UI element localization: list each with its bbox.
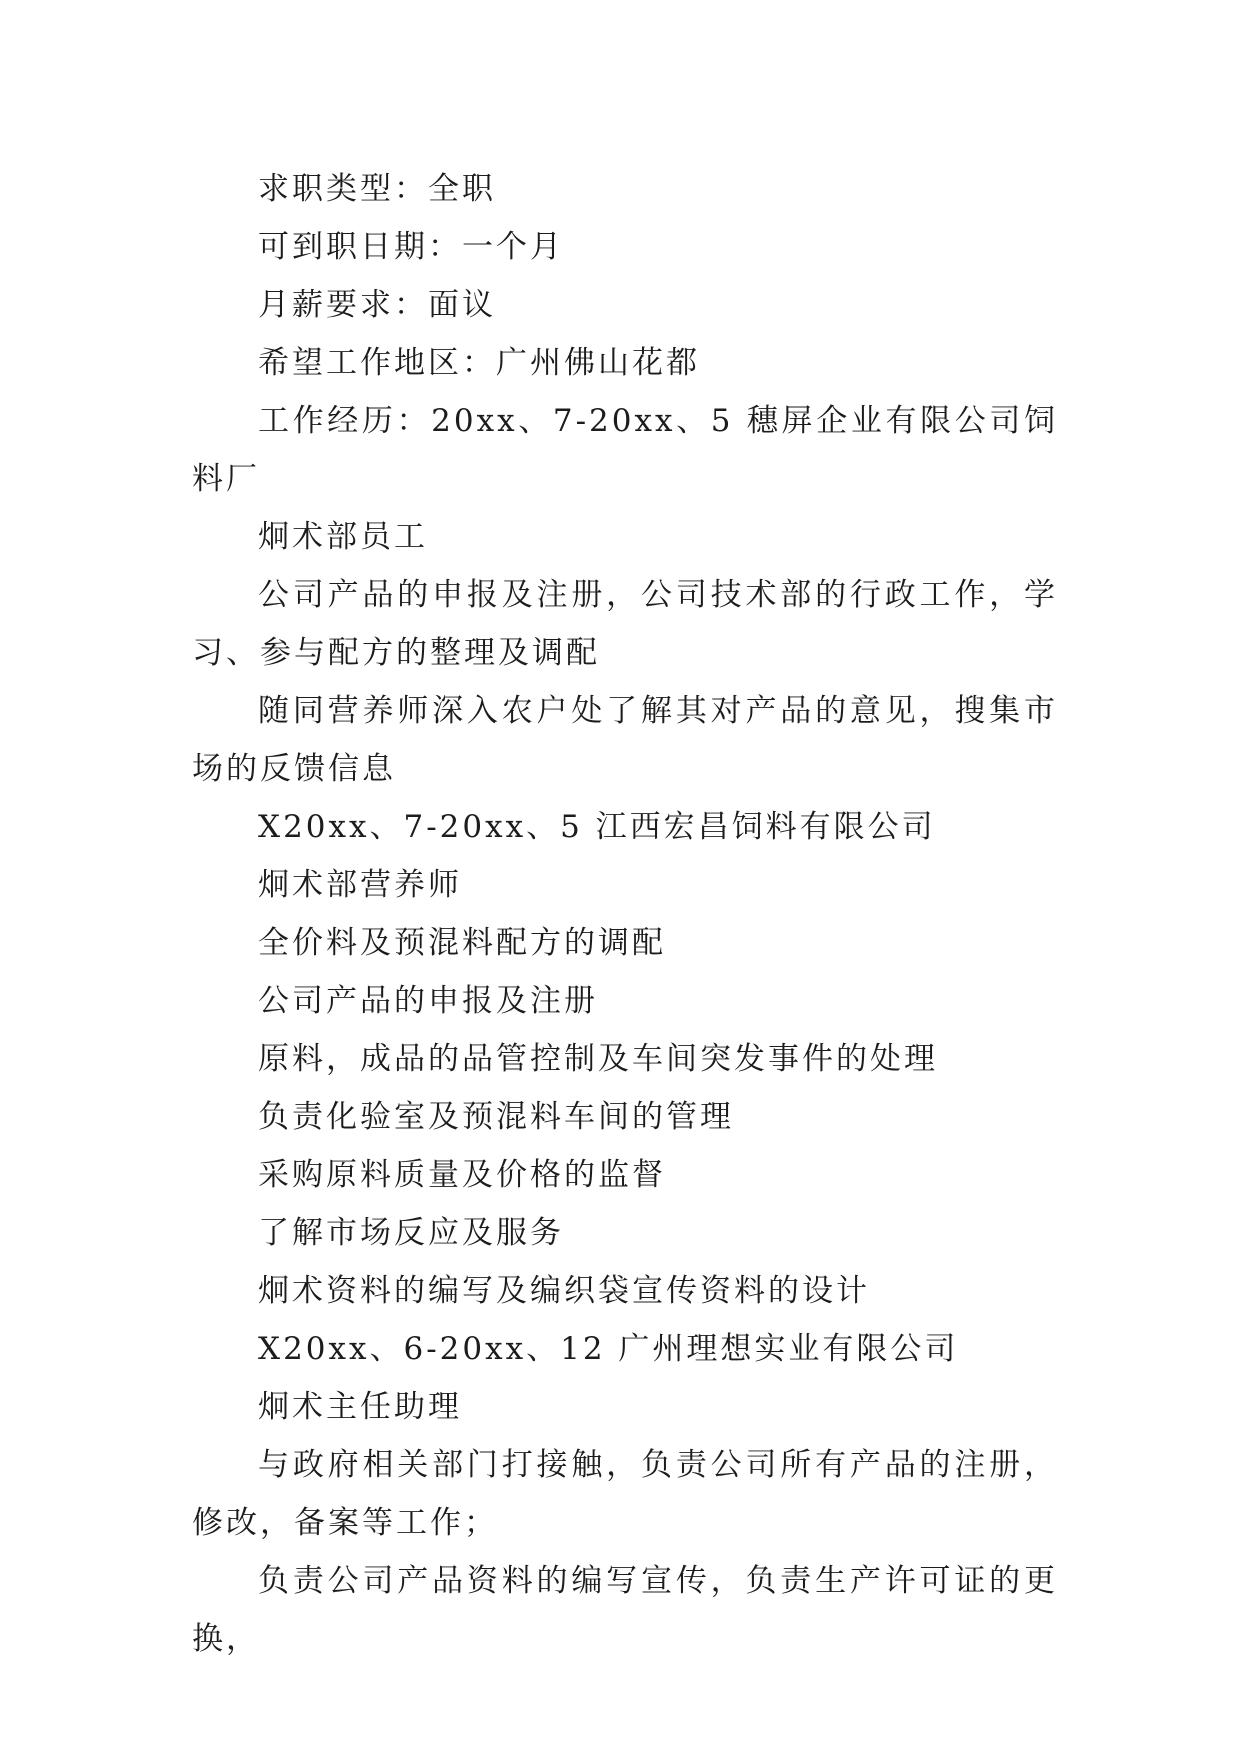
employment-line: X20xx、7-20xx、5 江西宏昌饲料有限公司	[258, 809, 936, 845]
employment-line: X20xx、6-20xx、12 广州理想实业有限公司	[258, 1331, 959, 1367]
job-title-line: 炯术主任助理	[258, 1389, 462, 1425]
job-type-line: 求职类型：全职	[258, 171, 496, 207]
available-date-line: 可到职日期：一个月	[258, 229, 564, 265]
work-history-line: 工作经历：20xx、7-20xx、5 穗屏企业有限公司饲料厂	[192, 403, 1058, 497]
duty-paragraph: 与政府相关部门打接触，负责公司所有产品的注册，修改，备案等工作；	[192, 1447, 1058, 1541]
duty-line: 炯术资料的编写及编织袋宣传资料的设计	[258, 1273, 870, 1309]
salary-line: 月薪要求：面议	[258, 287, 496, 323]
work-area-line: 希望工作地区：广州佛山花都	[258, 345, 700, 381]
duty-line: 负责化验室及预混料车间的管理	[258, 1099, 734, 1135]
duty-line: 公司产品的申报及注册	[258, 983, 598, 1019]
duty-paragraph: 随同营养师深入农户处了解其对产品的意见，搜集市场的反馈信息	[192, 693, 1058, 787]
duty-line: 全价料及预混料配方的调配	[258, 925, 666, 961]
duty-line: 了解市场反应及服务	[258, 1215, 564, 1251]
duty-paragraph: 公司产品的申报及注册，公司技术部的行政工作，学习、参与配方的整理及调配	[192, 577, 1058, 671]
job-title-line: 炯术部营养师	[258, 867, 462, 903]
job-title-line: 炯术部员工	[258, 519, 428, 555]
duty-paragraph: 负责公司产品资料的编写宣传，负责生产许可证的更换，	[192, 1563, 1058, 1657]
duty-line: 原料，成品的品管控制及车间突发事件的处理	[258, 1041, 938, 1077]
document-body	[192, 160, 1058, 1668]
duty-line: 采购原料质量及价格的监督	[258, 1157, 666, 1193]
